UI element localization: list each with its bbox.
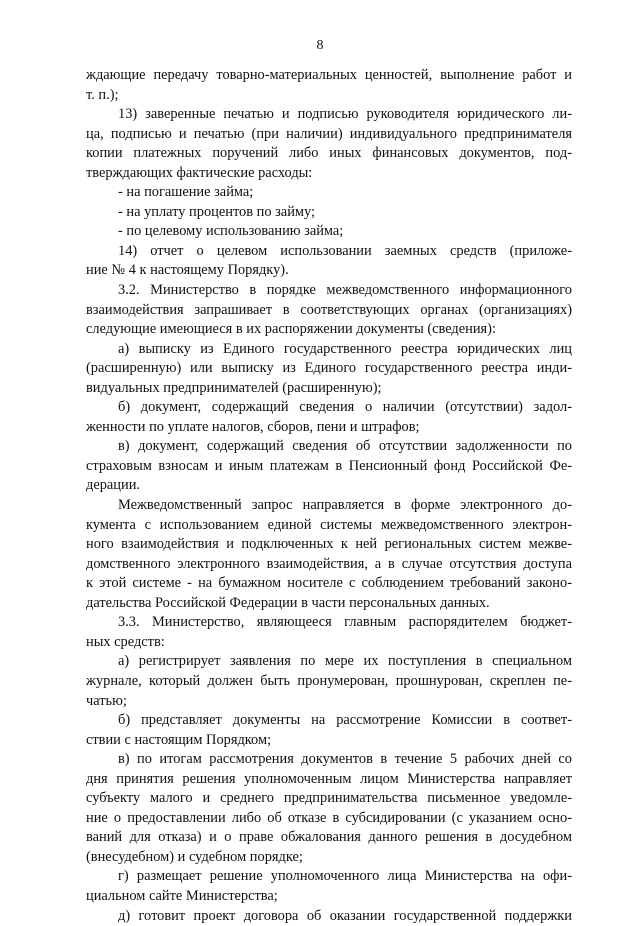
text-line: женности по уплате налогов, сборов, пени и штрафов; — [86, 418, 420, 435]
text-line: Межведомственный запрос направляется в форме электронного до- — [118, 497, 572, 514]
text-line: б) документ, содержащий сведения о наличии (отсутствии) задол- — [118, 399, 572, 416]
text-line: следующие имеющиеся в их распоряжении документы (сведения): — [86, 321, 496, 338]
text-line: ца, подписью и печатью (при наличии) индивидуального предпринимателя — [86, 125, 572, 142]
text-line: (внесудебном) и судебном порядке; — [86, 848, 303, 865]
text-line: в) по итогам рассмотрения документов в течение 5 рабочих дней со — [118, 751, 572, 768]
text-line: а) регистрирует заявления по мере их поступления в специальном — [118, 653, 572, 670]
text-line: циальном сайте Министерства; — [86, 887, 278, 904]
text-line: ние о предоставлении либо об отказе в субсидировании (с указанием осно- — [86, 809, 572, 826]
text-line: т. п.); — [86, 86, 119, 103]
text-line: ваний для отказа) и о праве обжалования данного решения в досудебном — [86, 829, 572, 846]
text-line: (расширенную) или выписку из Единого государственного реестра инди- — [86, 360, 572, 377]
text-line: кумента с использованием единой системы межведомственного электрон- — [86, 516, 572, 533]
text-line: - на уплату процентов по займу; — [118, 203, 316, 220]
text-line: тверждающих фактические расходы: — [86, 164, 313, 181]
text-line: дня принятия решения уполномоченным лицом Министерства направляет — [86, 770, 572, 787]
text-line: д) готовит проект договора об оказании государственной поддержки — [118, 907, 572, 924]
text-line: 13) заверенные печатью и подписью руководителя юридического ли- — [118, 106, 572, 123]
text-line: - по целевому использованию займа; — [118, 223, 344, 240]
text-line: г) размещает решение уполномоченного лица Министерства на офи- — [118, 868, 572, 885]
text-line: а) выписку из Единого государственного реестра юридических лиц — [118, 340, 572, 357]
text-line: копии платежных поручений либо иных финансовых документов, под- — [86, 145, 572, 162]
text-line: журнале, который должен быть пронумерован, прошнурован, скреплен пе- — [86, 672, 572, 689]
text-line: субъекту малого и среднего предпринимательства письменное уведомле- — [86, 790, 572, 807]
page-number: 8 — [316, 38, 324, 53]
text-line: б) представляет документы на рассмотрение Комиссии в соответ- — [118, 712, 572, 729]
text-line: дательства Российской Федерации в части персональных данных. — [86, 594, 490, 611]
text-line: в) документ, содержащий сведения об отсутствии задолженности по — [118, 438, 572, 455]
text-line: дерации. — [86, 477, 140, 494]
text-line: ние № 4 к настоящему Порядку). — [86, 262, 289, 279]
text-line: ждающие передачу товарно-материальных ценностей, выполнение работ и — [86, 67, 572, 83]
text-line: ствии с настоящим Порядком; — [86, 731, 272, 748]
text-line: 3.2. Министерство в порядке межведомственного информационного — [118, 282, 572, 299]
text-line: ного взаимодействия и подключенных к ней региональных систем межве- — [86, 536, 572, 553]
document-body — [86, 66, 572, 926]
text-line: - на погашение займа; — [118, 184, 254, 201]
text-line: к этой системе - на бумажном носителе с соблюдением требований законо- — [86, 575, 572, 592]
text-line: взаимодействия запрашивает в соответствующих органах (организациях) — [86, 301, 572, 318]
text-line: 3.3. Министерство, являющееся главным распорядителем бюджет- — [118, 614, 572, 631]
text-line: видуальных предпринимателей (расширенную); — [86, 379, 382, 396]
text-line: 14) отчет о целевом использовании заемных средств (приложе- — [118, 242, 572, 259]
text-line: чатью; — [86, 692, 127, 709]
text-line: страховым взносам и иным платежам в Пенсионный фонд Российской Фе- — [86, 457, 572, 474]
text-line: домственного электронного взаимодействия, а в случае отсутствия доступа — [86, 555, 572, 572]
text-line: ных средств: — [86, 633, 165, 650]
